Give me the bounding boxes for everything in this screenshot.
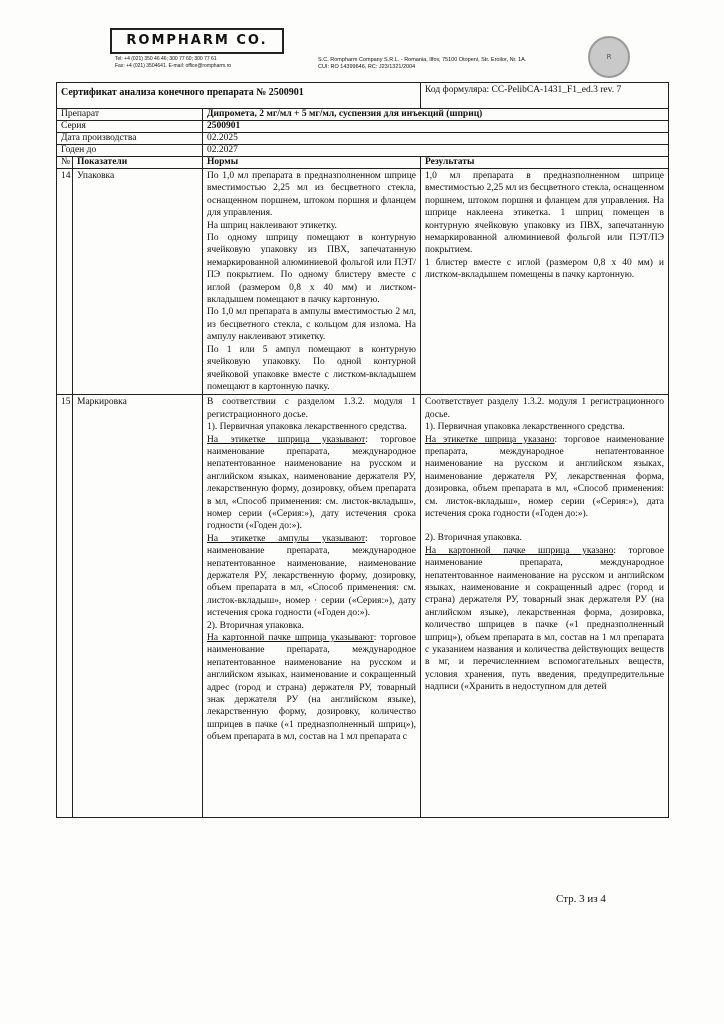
col-indicators-header: Показатели [73,157,203,169]
meta-label: Годен до [57,145,203,157]
table-row [57,169,669,395]
company-logo: ROMPHARM CO. [110,28,284,54]
meta-value: 02.2025 [203,133,669,145]
col-results-header: Результаты [421,157,669,169]
results-paragraph: 1,0 мл препарата в предназполненном шприце вместимостью 2,25 мл из бесцветного стекла, оснащенном поршнем, штоком поршня и фланцем для управления. На шприце наклеена этикетка. 1 шприц помещен в контурную ячейковую упаковку из ПВХ, запечатанную немаркированной алюминиевой фольгой или ПЭТ/ПЭ покрытием. [425,171,664,256]
carton-heading: На картонной пачке шприца указано [425,545,614,556]
title-row [57,83,669,109]
meta-value: Дипромета, 2 мг/мл + 5 мг/мл, суспензия для инъекций (шприц) [203,109,669,121]
norms-ampoule-label [207,533,416,620]
results-paragraph: 1 блистер вместе с иглой (размером 0,8 х 40 мм) и листком-вкладышем помещены в пачку картонную. [425,257,664,281]
row-number: 14 [57,169,73,395]
contact-info [115,56,231,69]
meta-row [57,145,669,157]
col-norms-header: Нормы [203,157,421,169]
results-intro: Соответствует разделу 1.3.2. модуля 1 регистрационного досье. [425,397,664,420]
norms-paragraph: По 1 или 5 ампул помещают в контурную ячейковую упаковку. По одной контурной ячейковой упаковке вместе с листком-вкладышем помещают в картонную пачку. [207,344,416,392]
meta-row [57,109,669,121]
norms-paragraph: На шприц наклеивают этикетку. [207,220,337,231]
meta-label: Серия [57,121,203,133]
syringe-label-heading: На этикетке шприца указывают [207,434,366,445]
spacer [425,520,664,532]
carton-text: : торговое наименование препарата, международное непатентованное наименование на русском и английском языках, наименование и сокращенный адрес (город и страна) держателя РУ, товарный знак держателя РУ (на английском языке), лекарственную форму, дозировку, количество шприцев в пачке («1 предназполненный шприц»), объем препарата в мл, состав на 1 мл препарата с [207,633,416,743]
syringe-label-text: : торговое наименование препарата, международное непатентованное наименование на русском и английском языках, наименование держателя РУ, лекарственную форму, дозировку, объем препарата в мл, «Способ применения: см. листок-вкладыш», номер серии («Серия:»), дату истечения срока годности («Годен до:»). [207,434,416,532]
logo-underline [110,53,284,54]
norms-syringe-label [207,434,416,533]
results-primary: 1). Первичная упаковка лекарственного средства. [425,422,625,433]
norms-cell [203,169,421,395]
results-secondary: 2). Вторичная упаковка. [425,533,522,544]
carton-heading: На картонной пачке шприца указывают [207,633,374,644]
norms-paragraph: По одному шприцу помещают в контурную ячейковую упаковку из ПВХ, запечатанную немаркированной алюминиевой фольгой или ПЭТ/ПЭ покрытием. По одному блистеру вместе с иглой (размером 0,8 х 40 мм) и листком-вкладышем помещают в пачку картонную. [207,233,416,306]
meta-value: 02.2027 [203,145,669,157]
results-syringe-label [425,434,664,521]
company-line: S.C. Rompharm Company S.R.L. - Romania, Ilfov, 75100 Otopeni, Str. Eroilor, Nr. 1A. [318,57,527,63]
norms-intro: В соответствии с разделом 1.3.2. модуля 1 регистрационного досье. [207,397,416,420]
col-no-header: № [57,157,73,169]
meta-label: Препарат [57,109,203,121]
norms-paragraph: По 1,0 мл препарата в ампулы вместимостью 2 мл, из бесцветного стекла, с кольцом для излома. На ампулу наклеивают этикетку. [207,307,416,343]
row-indicator: Упаковка [73,169,203,395]
row-indicator: Маркировка [73,395,203,818]
certificate-title: Сертификат анализа конечного препарата № 2500901 [57,83,421,109]
results-carton [425,545,664,694]
norms-paragraph: По 1,0 мл препарата в предназполненном шприце вместимостью 2,25 мл из бесцветного стекла, оснащенном поршнем, штоком поршня и фланцем для управления. [207,171,416,219]
meta-value: 2500901 [203,121,669,133]
norms-secondary: 2). Вторичная упаковка. [207,620,304,631]
meta-label: Дата производства [57,133,203,145]
ampoule-label-heading: На этикетке ампулы указывают [207,533,366,544]
carton-text: : торговое наименование препарата, международное непатентованное наименование на русском и английском языках, наименование и сокращенный адрес (город и страна) держателя РУ, товарный знак держателя РУ (на английском языке), лекарственная форма, дозировка, количество шприцев в пачке («1 предназполненный шприц»), объем препарата в мл, состав на 1 мл препарата с указанием названия и количества действующих веществ в мг, и перечисленнием вспомогательных веществ, условия хранения, путь введения, предупредительные надписи («Хранить в недоступном для детей [425,545,664,693]
syringe-label-text: : торговое наименование препарата, международное непатентованное наименование на русском и английском языках, наименование держателя РУ, лекарственная форма, дозировка, объем препарата в мл, «Способ применения: см. листок-вкладыш», номер серии («Серия:»), дата истечения срока годности («Годен до:»). [425,434,664,519]
contact-line: Fax: +4 (021) 3504641. E-mail: office@rompharm.ro [115,62,232,69]
form-code: Код формуляра: CC-PelibCA-1431_F1_ed.3 rev. 7 [421,83,669,109]
results-cell [421,395,669,818]
contact-line: Tel: +4 (021) 350 46 46; 300 77 60; 300 77 61 [115,56,217,62]
page-number: Стр. 3 из 4 [556,893,606,905]
norms-cell [203,395,421,818]
meta-row [57,121,669,133]
table-row [57,395,669,818]
company-info [318,57,526,71]
norms-carton [207,632,416,744]
norms-primary: 1). Первичная упаковка лекарственного средства. [207,422,407,433]
column-header-row [57,157,669,169]
company-line: CUI: RO 14399646, RC: J23/1321/2004 [318,64,416,70]
meta-row [57,133,669,145]
certificate-table [56,82,669,818]
row-number: 15 [57,395,73,818]
ampoule-label-text: : торговое наименование препарата, международное непатентованное наименование, наименование держателя РУ, лекарственную форму, дозировку, объем препарата в мл, «Способ применения: см. листок-вкладыш», номер · серии («Серия:»), дату истечения срока годности («Годен до:»). [207,533,416,619]
syringe-label-heading: На этикетке шприца указано [425,434,555,445]
results-cell [421,169,669,395]
seal-stamp: R [588,36,630,78]
